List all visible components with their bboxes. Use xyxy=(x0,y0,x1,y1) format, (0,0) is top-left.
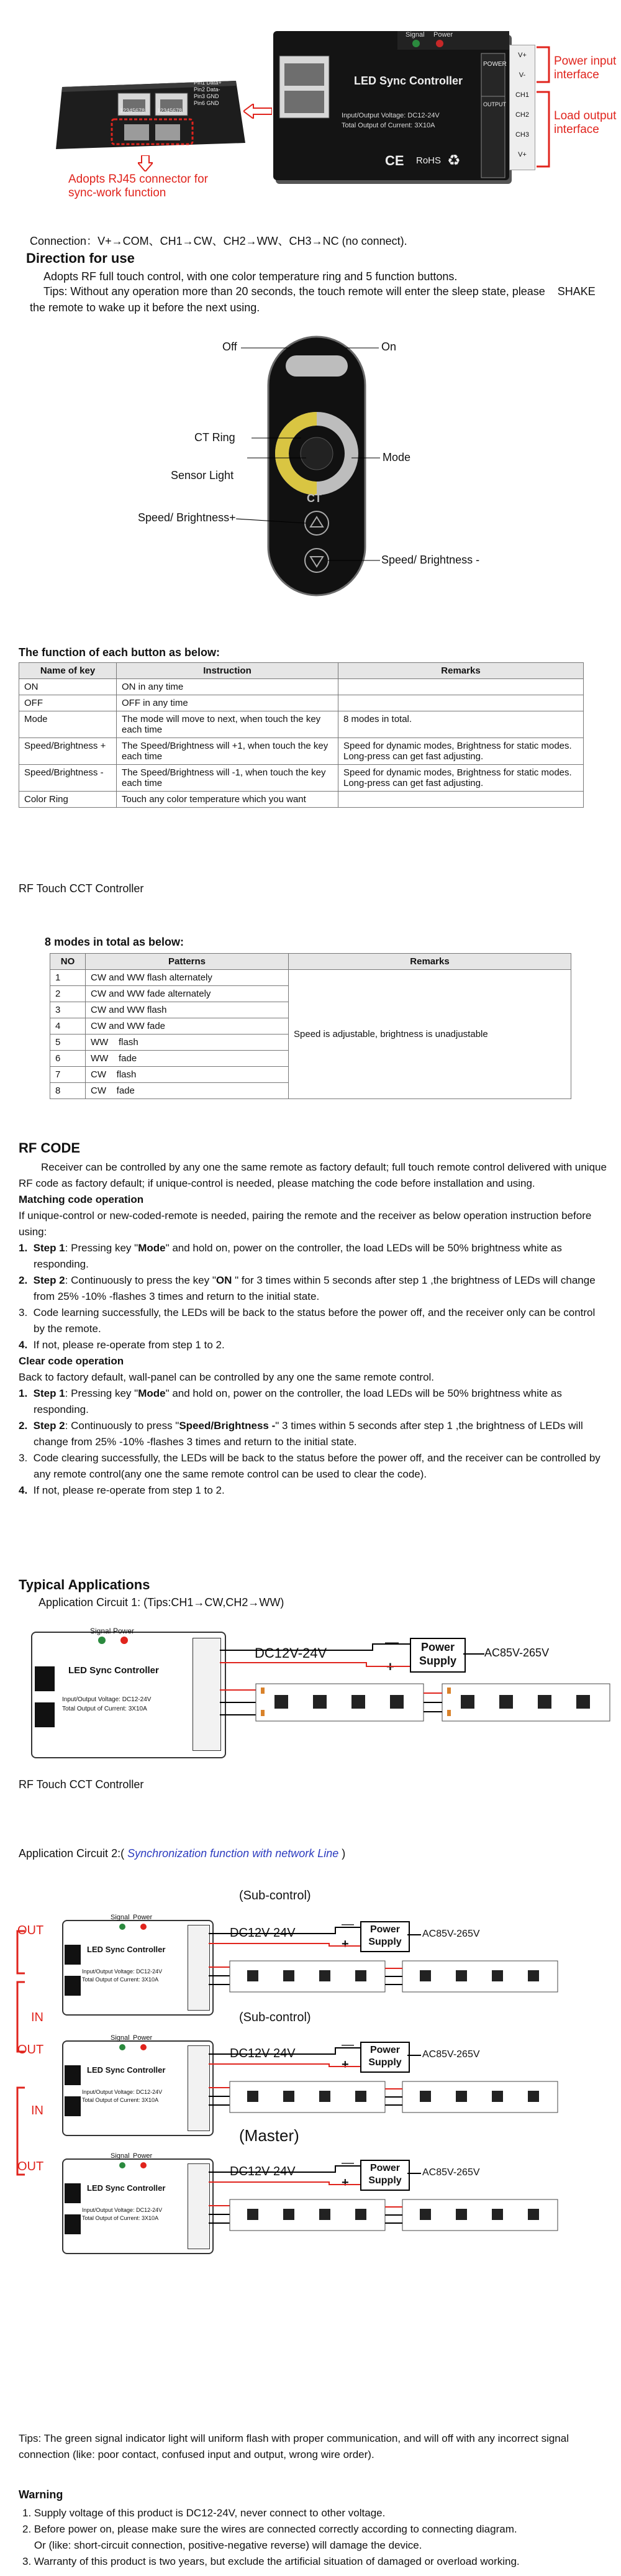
power-input-label: Power input interface xyxy=(554,55,617,81)
step-label: Step 1 xyxy=(33,1387,65,1399)
diagram-spec-1: Input/Output Voltage: DC12-24V xyxy=(82,2207,163,2213)
mode-no: 8 xyxy=(50,1083,86,1099)
func-header-remarks: Remarks xyxy=(338,663,584,679)
func-cell: Mode xyxy=(19,711,117,738)
sub-control-label-2: (Sub-control) xyxy=(239,2011,311,2024)
step-text: " and hold on, power on the controller, the load LEDs will be 50% brightness white as responding. xyxy=(34,1242,562,1270)
table-row xyxy=(50,970,571,986)
warning-item-2: 2. Before power on, please make sure the wires are connected correctly according to connecting diagram. xyxy=(22,2523,517,2535)
controller-power-label: Power xyxy=(433,31,453,39)
diagram-power-label: Power xyxy=(133,2034,153,2042)
minus-sign: — xyxy=(342,2156,354,2170)
power-supply-box: Power Supply xyxy=(410,1638,466,1673)
controller-spec-voltage: Input/Output Voltage: DC12-24V xyxy=(342,112,440,119)
app1-caption: RF Touch CCT Controller xyxy=(19,1778,144,1791)
recycle-icon: ♻ xyxy=(447,152,461,169)
step-text: If not, please re-operate from step 1 to 2. xyxy=(33,1339,225,1351)
rf-code-title: RF CODE xyxy=(19,1140,80,1156)
tips-text: Tips: The green signal indicator light will uniform flash with proper communication, and will off with any incorrect signal connection (like: poor contact, confused input and output, wrong wire order). xyxy=(19,2432,569,2460)
step-text: Code learning successfully, the LEDs will be back to the status before the power off, and the receiver only can be control by the remote. xyxy=(33,1307,596,1335)
remote-leader-lines xyxy=(0,0,621,621)
clear-step-1: 1. Step 1: Pressing key "Mode" and hold on, power on the controller, the load LEDs will be 50% brightness white as responding. xyxy=(19,1387,562,1415)
step-text: If not, please re-operate from step 1 to 2. xyxy=(33,1484,225,1496)
modes-header-remarks: Remarks xyxy=(289,954,571,970)
typical-title: Typical Applications xyxy=(19,1577,150,1592)
step-key: Mode xyxy=(138,1242,166,1254)
connection-text: Connection：V+→COM、CH1→CW、CH2→WW、CH3→NC (no connect). xyxy=(30,235,407,247)
step-key: Speed/Brightness - xyxy=(179,1420,276,1432)
remote-label-speed-plus: Speed/ Brightness+ xyxy=(138,511,236,524)
mode-no: 7 xyxy=(50,1067,86,1083)
direction-para-2: Tips: Without any operation more than 20 seconds, the touch remote will enter the sleep state, please SHAKE the remote to wake up it before the next using. xyxy=(30,285,599,314)
func-cell: OFF xyxy=(19,695,117,711)
master-label: (Master) xyxy=(239,2126,299,2145)
diagram-controller-name: LED Sync Controller xyxy=(87,2183,166,2193)
terminal-ch3: CH3 xyxy=(515,131,529,139)
step-text: Code clearing successfully, the LEDs will be back to the status before the power off, and the receiver can be controlled by any remote control(any one the same remote control can be used to clear the code). xyxy=(33,1452,601,1480)
app1-wiring xyxy=(25,1615,621,1765)
func-cell xyxy=(338,695,584,711)
rf-code-body xyxy=(19,1159,609,1499)
matching-step-4: 4. If not, please re-operate from step 1 to 2. xyxy=(19,1339,225,1351)
group-wiring xyxy=(50,1907,621,2019)
minus-sign: — xyxy=(342,2038,354,2052)
function-table-title: The function of each button as below: xyxy=(19,646,220,659)
rj45-pin-1: Pin1 Data+ xyxy=(194,80,222,86)
out-label-3: OUT xyxy=(17,2160,44,2173)
app1-diagram xyxy=(25,1615,621,1765)
func-cell: Color Ring xyxy=(19,792,117,808)
controller-signal-label: Signal xyxy=(406,31,425,39)
warning-title: Warning xyxy=(19,2488,63,2501)
step-key: ON xyxy=(215,1274,232,1286)
clear-step-4: 4. If not, please re-operate from step 1 to 2. xyxy=(19,1484,225,1496)
terminal-vplus-2: V+ xyxy=(518,151,527,158)
func-cell: 8 modes in total. xyxy=(338,711,584,738)
warning-item-1: 1. Supply voltage of this product is DC12-24V, never connect to other voltage. xyxy=(22,2507,386,2519)
circuit2-group-1 xyxy=(50,1907,621,2019)
plus-sign: + xyxy=(342,2176,349,2190)
clear-step-2: 2. Step 2: Continuously to press "Speed/Brightness -" 3 times within 5 seconds after step 1 ,the brightness of LEDs will change from 25% -10% -flashes 3 times and return to the initial state. xyxy=(19,1420,583,1448)
mode-no: 2 xyxy=(50,986,86,1002)
power-supply-box: Power Supply xyxy=(360,1921,410,1952)
table-row xyxy=(19,695,584,711)
group-wiring xyxy=(50,2028,621,2140)
step-text: : Continuously to press the key " xyxy=(65,1274,216,1286)
sub-control-label-1: (Sub-control) xyxy=(239,1889,311,1902)
step-text: : Pressing key " xyxy=(65,1242,138,1254)
terminal-ch1: CH1 xyxy=(515,91,529,99)
step-label: Step 2 xyxy=(33,1274,65,1286)
minus-sign: — xyxy=(385,1634,399,1650)
diagram-signal-label: Signal xyxy=(111,1914,130,1921)
step-label: Step 1 xyxy=(33,1242,65,1254)
func-cell xyxy=(338,679,584,695)
diagram-spec-1: Input/Output Voltage: DC12-24V xyxy=(62,1696,152,1703)
table-row xyxy=(19,792,584,808)
ce-mark: CE xyxy=(385,153,404,168)
diagram-power-label: Power xyxy=(133,2152,153,2160)
minus-sign: — xyxy=(342,1917,354,1931)
step-label: Step 2 xyxy=(33,1420,65,1432)
clear-title: Clear code operation xyxy=(19,1355,124,1367)
func-cell: OFF in any time xyxy=(117,695,338,711)
circuit2-group-3 xyxy=(50,2146,621,2258)
direction-title: Direction for use xyxy=(26,250,135,266)
diagram-controller-name: LED Sync Controller xyxy=(68,1665,159,1676)
rj45-caption: Adopts RJ45 connector for sync-work function xyxy=(68,173,208,199)
remote-label-sensor: Sensor Light xyxy=(171,469,234,482)
diagram-controller-name: LED Sync Controller xyxy=(87,1945,166,1954)
step-text: : Continuously to press " xyxy=(65,1420,179,1432)
diagram-spec-2: Total Output of Current: 3X10A xyxy=(82,1976,159,1983)
function-table xyxy=(19,662,584,808)
remote-ct-text: CT xyxy=(307,492,322,505)
matching-step-1: 1. Step 1: Pressing key "Mode" and hold on, power on the controller, the load LEDs will be 50% brightness white as responding. xyxy=(19,1242,562,1270)
mode-pattern: CW and WW fade xyxy=(86,1018,289,1035)
power-supply-box: Power Supply xyxy=(360,2042,410,2073)
dc-voltage-label: DC12V-24V xyxy=(230,2047,296,2060)
step-key: Mode xyxy=(138,1387,166,1399)
func-cell: Speed for dynamic modes, Brightness for static modes. Long-press can get fast adjusting. xyxy=(338,765,584,792)
diagram-spec-2: Total Output of Current: 3X10A xyxy=(82,2097,159,2103)
func-cell: The Speed/Brightness will +1, when touch the key each time xyxy=(117,738,338,765)
modes-header-no: NO xyxy=(50,954,86,970)
mode-pattern: CW fade xyxy=(86,1083,289,1099)
app1-title: Application Circuit 1: (Tips:CH1→CW,CH2→WW) xyxy=(39,1596,284,1609)
mode-no: 1 xyxy=(50,970,86,986)
table-row xyxy=(19,765,584,792)
warning-item-3: 3. Warranty of this product is two years, but exclude the artificial situation of damaged or overload working. xyxy=(22,2555,520,2567)
warning-item-2b: Or (like: short-circuit connection, positive-negative reverse) will damage the device. xyxy=(22,2539,422,2551)
warning-list xyxy=(22,2505,612,2570)
ac-voltage-label: AC85V-265V xyxy=(422,2049,480,2060)
plus-sign: + xyxy=(342,1937,349,1951)
func-cell: The mode will move to next, when touch the key each time xyxy=(117,711,338,738)
table-row xyxy=(19,679,584,695)
modes-remark: Speed is adjustable, brightness is unadjustable xyxy=(289,970,571,1099)
func-cell: ON in any time xyxy=(117,679,338,695)
diagram-controller-name: LED Sync Controller xyxy=(87,2065,166,2075)
mode-no: 6 xyxy=(50,1051,86,1067)
in-label-2: IN xyxy=(31,2104,43,2117)
matching-step-2: 2. Step 2: Continuously to press the key "ON " for 3 times within 5 seconds after step 1 ,the brightness of LEDs will change from 25% -10% -flashes 3 times and return to the initial state. xyxy=(19,1274,596,1302)
func-cell: ON xyxy=(19,679,117,695)
func-header-instruction: Instruction xyxy=(117,663,338,679)
power-terminal-label: POWER xyxy=(483,61,507,68)
mode-pattern: CW flash xyxy=(86,1067,289,1083)
app2-prefix: Application Circuit 2:( xyxy=(19,1847,128,1860)
rf-intro: Receiver can be controlled by any one the same remote as factory default; full touch remote control delivered with unique RF code as factory default; if unique-control is needed, please matching the code before installation and using. xyxy=(19,1161,607,1189)
func-header-name: Name of key xyxy=(19,663,117,679)
func-cell: Speed/Brightness + xyxy=(19,738,117,765)
step-text: " and hold on, power on the controller, the load LEDs will be 50% brightness white as responding. xyxy=(34,1387,562,1415)
diagram-spec-1: Input/Output Voltage: DC12-24V xyxy=(82,2089,163,2095)
mode-pattern: WW fade xyxy=(86,1051,289,1067)
diagram-spec-2: Total Output of Current: 3X10A xyxy=(82,2215,159,2221)
diagram-spec-2: Total Output of Current: 3X10A xyxy=(62,1706,147,1712)
matching-title: Matching code operation xyxy=(19,1194,144,1205)
diagram-power-label: Power xyxy=(133,1914,153,1921)
terminal-vminus: V- xyxy=(519,71,526,79)
diagram-spec-1: Input/Output Voltage: DC12-24V xyxy=(82,1968,163,1975)
controller-name: LED Sync Controller xyxy=(354,75,463,87)
rj45-number-b: 12345678 xyxy=(157,107,183,114)
rj45-number-a: 12345678 xyxy=(120,107,145,114)
mode-no: 5 xyxy=(50,1035,86,1051)
rohs-mark: RoHS xyxy=(416,155,442,166)
load-output-label: Load output interface xyxy=(554,109,617,136)
function-table-caption: RF Touch CCT Controller xyxy=(19,882,144,895)
clear-intro: Back to factory default, wall-panel can be controlled by any one the same remote control. xyxy=(19,1371,435,1383)
step-text: " 3 times within 5 seconds after step 1 ,the brightness of LEDs will change from 25% -10% -flashes 3 times and return to the initial state. xyxy=(34,1420,583,1448)
table-row xyxy=(19,711,584,738)
mode-pattern: CW and WW flash alternately xyxy=(86,970,289,986)
modes-table xyxy=(50,953,571,1099)
terminal-ch2: CH2 xyxy=(515,111,529,119)
step-text: : Pressing key " xyxy=(65,1387,138,1399)
remote-label-mode: Mode xyxy=(383,451,411,464)
diagram-power-label: Power xyxy=(113,1627,135,1635)
clear-step-3: 3. Code clearing successfully, the LEDs will be back to the status before the power off, and the receiver can be controlled by any remote control(any one the same remote control can be used to clear the code). xyxy=(19,1452,601,1480)
diagram-signal-label: Signal xyxy=(111,2034,130,2042)
plus-sign: + xyxy=(386,1659,394,1674)
remote-label-speed-minus: Speed/ Brightness - xyxy=(381,554,480,566)
matching-intro: If unique-control or new-coded-remote is needed, pairing the remote and the receiver as below operation instruction before using: xyxy=(19,1210,592,1238)
func-cell: Touch any color temperature which you want xyxy=(117,792,338,808)
rj45-pin-2: Pin2 Data- xyxy=(194,86,220,93)
in-label-1: IN xyxy=(31,2011,43,2024)
diagram-signal-label: Signal xyxy=(90,1627,111,1635)
mode-pattern: CW and WW fade alternately xyxy=(86,986,289,1002)
remote-label-ct-ring: CT Ring xyxy=(194,431,235,444)
remote-label-on: On xyxy=(381,340,397,353)
terminal-vplus: V+ xyxy=(518,52,527,59)
direction-para-1: Adopts RF full touch control, with one color temperature ring and 5 function buttons. xyxy=(43,270,458,283)
remote-label-off: Off xyxy=(222,340,237,353)
func-cell: Speed/Brightness - xyxy=(19,765,117,792)
mode-pattern: WW flash xyxy=(86,1035,289,1051)
matching-step-3: 3. Code learning successfully, the LEDs will be back to the status before the power off, and the receiver only can be control by the remote. xyxy=(19,1307,596,1335)
rj45-pin-6: Pin6 GND xyxy=(194,100,219,106)
func-cell: Speed for dynamic modes, Brightness for static modes. Long-press can get fast adjusting. xyxy=(338,738,584,765)
group-wiring xyxy=(50,2146,621,2258)
mode-no: 4 xyxy=(50,1018,86,1035)
func-cell xyxy=(338,792,584,808)
ac-voltage-label: AC85V-265V xyxy=(422,1929,480,1939)
out-label-2: OUT xyxy=(17,2043,44,2057)
rj45-pin-3: Pin3 GND xyxy=(194,93,219,99)
out-label-1: OUT xyxy=(17,1924,44,1937)
controller-spec-current: Total Output of Current: 3X10A xyxy=(342,122,435,129)
ac-voltage-label: AC85V-265V xyxy=(484,1647,550,1659)
app2-suffix: ) xyxy=(338,1847,346,1860)
modes-table-title: 8 modes in total as below: xyxy=(45,936,184,948)
dc-voltage-label: DC12V-24V xyxy=(230,2165,296,2178)
plus-sign: + xyxy=(342,2058,349,2071)
modes-header-patterns: Patterns xyxy=(86,954,289,970)
dc-voltage-label: DC12V-24V xyxy=(255,1645,327,1661)
app2-title xyxy=(19,1845,345,1861)
dc-voltage-label: DC12V-24V xyxy=(230,1926,296,1940)
power-supply-box: Power Supply xyxy=(360,2160,410,2191)
app2-italic: Synchronization function with network Line xyxy=(127,1847,339,1860)
output-terminal-label: OUTPUT xyxy=(483,101,506,107)
ac-voltage-label: AC85V-265V xyxy=(422,2167,480,2178)
step-text: " for 3 times within 5 seconds after step 1 ,the brightness of LEDs will change from 25% -10% -flashes 3 times and return to the initial state. xyxy=(34,1274,596,1302)
mode-pattern: CW and WW flash xyxy=(86,1002,289,1018)
diagram-signal-label: Signal xyxy=(111,2152,130,2160)
mode-no: 3 xyxy=(50,1002,86,1018)
circuit2-group-2 xyxy=(50,2028,621,2140)
func-cell: The Speed/Brightness will -1, when touch the key each time xyxy=(117,765,338,792)
table-row xyxy=(19,738,584,765)
